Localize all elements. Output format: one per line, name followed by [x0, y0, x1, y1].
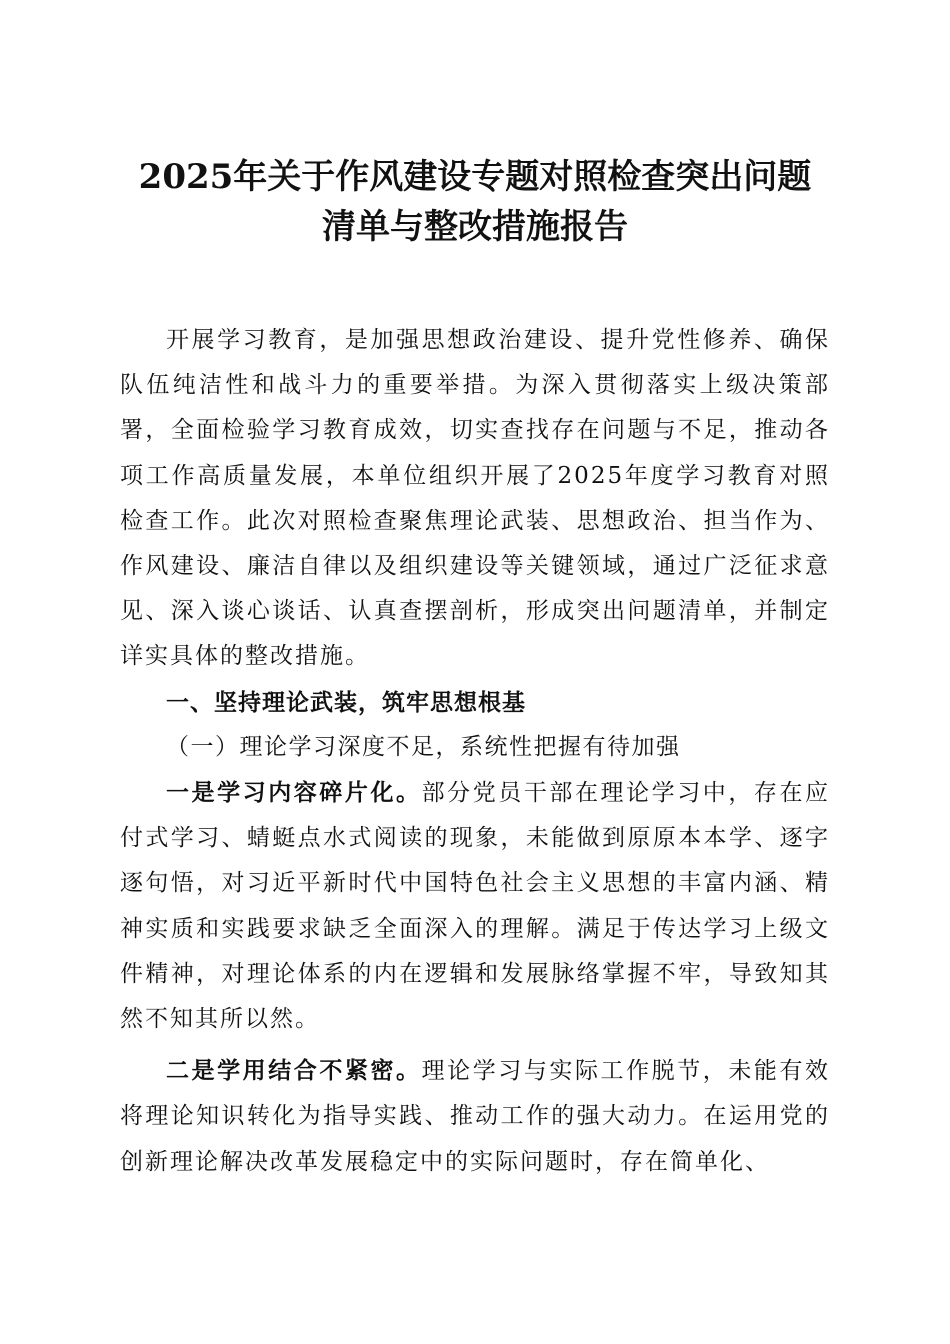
subsection-heading-1: （一）理论学习深度不足，系统性把握有待加强	[166, 733, 681, 760]
point-paragraph-1	[120, 770, 830, 1042]
point-2-text: 理论学习与实际工作脱节，未能有效将理论知识转化为指导实践、推动工作的强大动力。在运用党的创新理论解决改革发展稳定中的实际问题时，存在简单化、	[120, 1058, 831, 1175]
point-1-text: 部分党员干部在理论学习中，存在应付式学习、蜻蜓点水式阅读的现象，未能做到原原本本学、逐字逐句悟，对习近平新时代中国特色社会主义思想的丰富内涵、精神实质和实践要求缺乏全面深入的理解。满足于传达学习上级文件精神，对理论体系的内在逻辑和发展脉络掌握不牢，导致知其然不知其所以然。	[120, 780, 831, 1033]
section-heading-1: 一、坚持理论武装，筑牢思想根基	[166, 688, 526, 716]
intro-paragraph: 开展学习教育，是加强思想政治建设、提升党性修养、确保队伍纯洁性和战斗力的重要举措。为深入贯彻落实上级决策部署，全面检验学习教育成效，切实查找存在问题与不足，推动各项工作高质量发展，本单位组织开展了2025年度学习教育对照检查工作。此次对照检查聚焦理论武装、思想政治、担当作为、作风建设、廉洁自律以及组织建设等关键领域，通过广泛征求意见、深入谈心谈话、认真查摆剖析，形成突出问题清单，并制定详实具体的整改措施。	[120, 327, 830, 670]
document-title	[100, 152, 850, 252]
title-line-2: 清单与整改措施报告	[322, 207, 628, 247]
document-body	[120, 318, 830, 1185]
point-1-lead: 一是学习内容碎片化。	[166, 779, 422, 807]
point-paragraph-2	[120, 1048, 830, 1185]
title-line-1: 2025年关于作风建设专题对照检查突出问题	[138, 157, 812, 197]
point-2-lead: 二是学用结合不紧密。	[166, 1057, 422, 1085]
